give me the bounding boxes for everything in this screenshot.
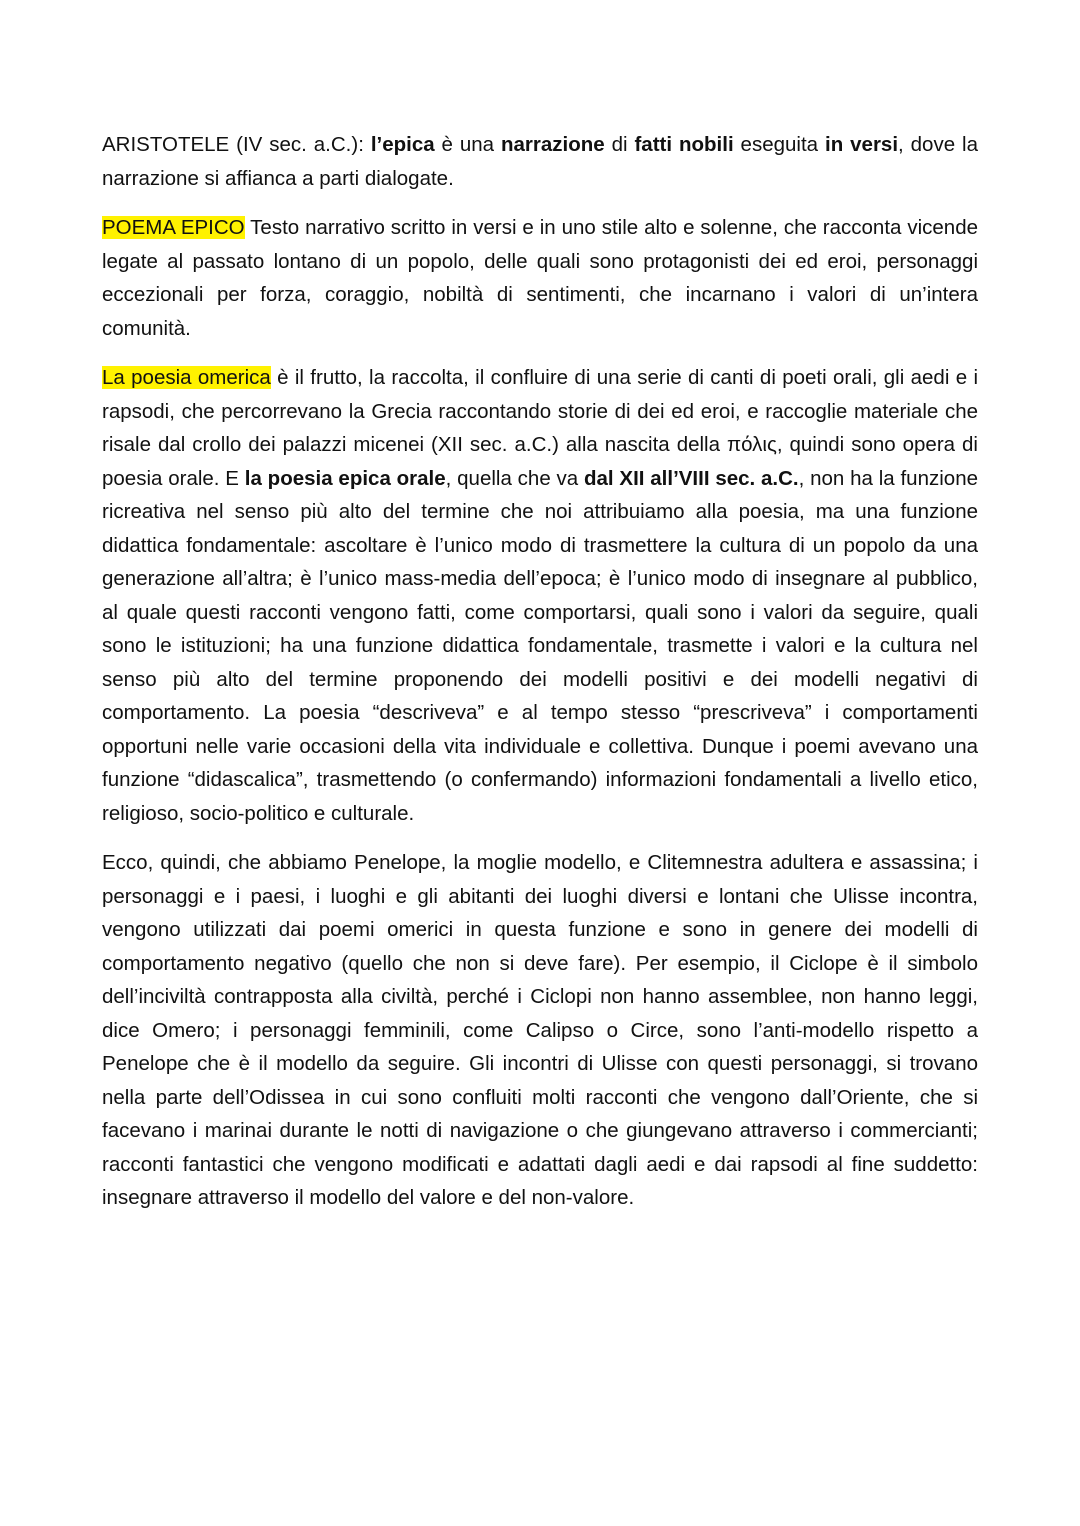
bold-narrazione: narrazione (501, 133, 605, 156)
highlight-poesia-omerica: La poesia omerica (102, 366, 271, 389)
highlight-poema-epico: POEMA EPICO (102, 216, 245, 239)
paragraph-aristotele (102, 128, 978, 195)
paragraph-ecco-quindi (102, 846, 978, 1215)
text-fragment: , non ha la funzione ricreativa nel senso più alto del termine che noi attribuiamo alla poesia, ma una funzione didattica fondamentale: ascoltare è l’unico modo di trasmettere la cultura di un popolo da una generazione all’altra; è l’unico mass-media dell’epoca; è l’unico modo di insegnare al pubblico, al quale questi racconti vengono fatti, come comportarsi, quali sono i valori da seguire, quali sono le istituzioni; ha una funzione didattica fondamentale, trasmette i valori e la cultura nel senso più alto del termine proponendo dei modelli positivi e dei modelli negativi di comportamento. La poesia “descriveva” e al tempo stesso “prescriveva” i comportamenti opportuni nelle varie occasioni della vita individuale e collettiva. Dunque i poemi avevano una funzione “didascalica”, trasmettendo (o confermando) informazioni fondamentali a livello etico, religioso, socio-politico e culturale. (102, 466, 978, 825)
bold-fatti-nobili: fatti nobili (634, 133, 734, 156)
text-fragment: di (604, 133, 635, 156)
document-page (102, 128, 978, 1231)
poema-epico-definition: Testo narrativo scritto in versi e in uno stile alto e solenne, che racconta vicende legate al passato lontano di un popolo, delle quali sono protagonisti dei ed eroi, personaggi eccezionali per forza, coraggio, nobiltà di sentimenti, che incarnano i valori di un’intera comunità. (102, 216, 978, 340)
text-fragment: è una (434, 133, 501, 156)
text-fragment: Ecco, quindi, che abbiamo Penelope, la moglie modello, e Clitemnestra adultera e assassina; i personaggi e i paesi, i luoghi e gli abitanti dei luoghi diversi e lontani che Ulisse incontra, vengono utilizzati dai poemi omerici in questa funzione e sono in genere dei modelli di comportamento negativo (quello che non si deve fare). Per esempio, il Ciclope è il simbolo dell’inciviltà contrapposta alla civiltà, perché i Ciclopi non hanno assemblee, non hanno leggi, dice Omero; i personaggi femminili, come Calipso o Circe, sono l’anti-modello rispetto a Penelope che è il modello da seguire. Gli incontri di Ulisse con questi personaggi, si trovano nella parte dell’Odissea in cui sono confluiti molti racconti che vengono dall’Oriente, che si facevano i marinai durante le notti di navigazione o che giungevano attraverso i commercianti; racconti fantastici che vengono modificati e adattati dagli aedi e dai rapsodi al fine suddetto: insegnare attraverso il modello del valore e del non-valore. (102, 851, 978, 1209)
text-fragment: eseguita (733, 133, 825, 156)
paragraph-poesia-omerica (102, 361, 978, 830)
text-fragment: è il frutto, la raccolta, il confluire di una serie di canti di poeti orali, gli aedi e i rapsodi, che percorrevano la Grecia raccontando storie di dei ed eroi, e raccoglie materiale che risale dal crollo dei palazzi micenei (XII sec. a.C.) alla nascita della πόλις, quindi sono opera di poesia orale. E (102, 366, 979, 490)
bold-date-range: dal XII all’VIII sec. a.C. (583, 466, 799, 490)
text-fragment: , quella che va (445, 466, 584, 490)
aristotele-intro: ARISTOTELE (IV sec. a.C.): (102, 133, 371, 156)
bold-epica: l’epica (370, 133, 435, 156)
paragraph-poema-epico (102, 211, 978, 345)
bold-in-versi: in versi (825, 133, 899, 156)
bold-poesia-epica-orale: la poesia epica orale (244, 466, 446, 490)
text-fragment: , dove la narrazione si affianca a parti dialogate. (102, 133, 978, 190)
